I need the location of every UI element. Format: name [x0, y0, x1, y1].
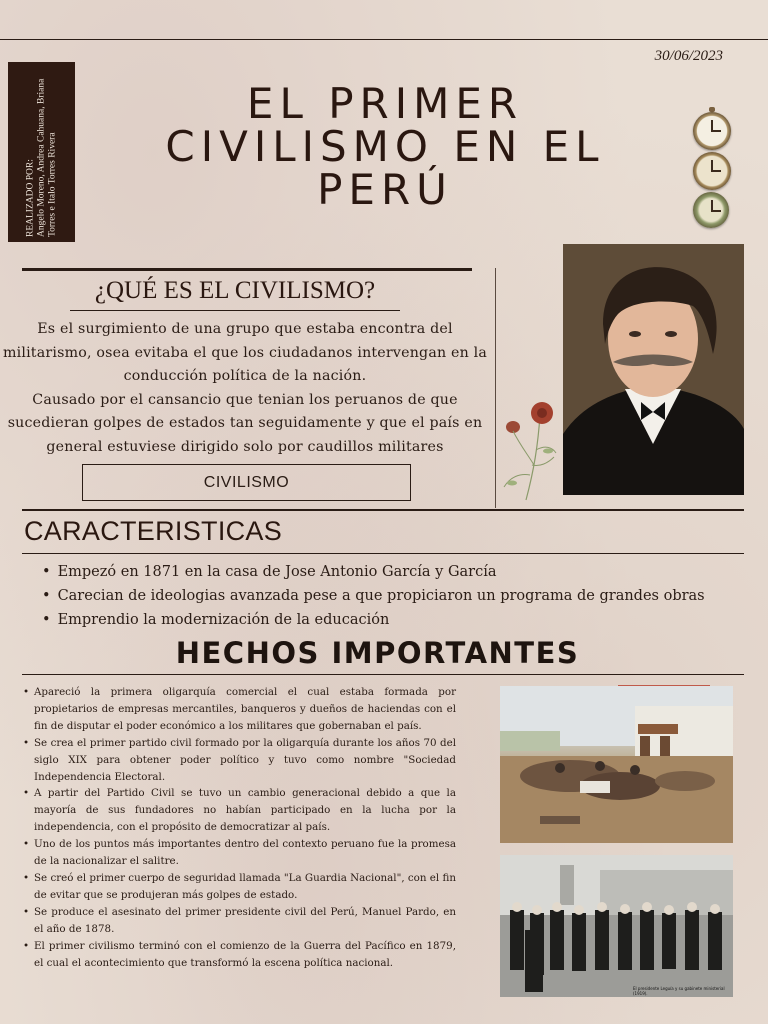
author-credits-names: Angelo Moreno, Andrea Cahuana, Briana Torres e Italo Torres Rivera [36, 78, 57, 237]
author-credits [25, 67, 58, 237]
list-item: • Carecian de ideologias avanzada pese a que propiciaron un programa de grandes obras [42, 584, 705, 608]
portrait-image [563, 244, 744, 495]
government-photo-image [500, 855, 733, 997]
section-heading-what: ¿QUÉ ES EL CIVILISMO? [94, 277, 376, 304]
list-item: • Empezó en 1871 en la casa de Jose Antonio García y García [42, 560, 705, 584]
document-date: 30/06/2023 [654, 48, 723, 64]
list-item: • Uno de los puntos más importantes dentro del contexto peruano fue la promesa de la nacionalizar el salitre. [23, 836, 456, 870]
list-item: • El primer civilismo terminó con el comienzo de la Guerra del Pacífico en 1879, el cual el acontecimiento que transformó la escena política nacional. [23, 938, 456, 972]
page-title-line-3: PERÚ [317, 165, 453, 214]
section-rule [22, 509, 744, 511]
civilismo-label-box: CIVILISMO [82, 464, 411, 501]
list-item: • Se crea el primer partido civil formado por la oligarquía durante los años 70 del siglo XIX para obtener poder político y tuvo como nombre "Sociedad Independencia Electoral. [23, 735, 456, 786]
list-item: • Apareció la primera oligarquía comercial el cual estaba formada por propietarios de empresas mercantiles, banqueros y dueños de haciendas con el fin de disputar el poder económico a los militares que gobernaban el país. [23, 684, 456, 735]
events-list [23, 684, 456, 971]
heading-underline [70, 310, 400, 311]
battle-painting-image [500, 686, 733, 843]
top-rule [0, 39, 768, 40]
civilismo-definition [0, 318, 490, 459]
clock-icon [693, 152, 731, 190]
list-item: • Se produce el asesinato del primer presidente civil del Perú, Manuel Pardo, en el año de 1878. [23, 904, 456, 938]
list-item: • Emprendio la modernización de la educación [42, 608, 705, 632]
battle-painting-illustration [500, 686, 733, 843]
section-heading-features: CARACTERISTICAS [24, 516, 283, 546]
section-heading-events: HECHOS IMPORTANTES [175, 636, 580, 670]
section-rule [22, 268, 472, 271]
flower-icon [500, 395, 560, 505]
author-credits-box [8, 62, 75, 242]
features-list [42, 560, 705, 632]
heading-underline [22, 674, 744, 675]
heading-underline [22, 553, 744, 554]
author-credits-label: REALIZADO POR: [25, 159, 35, 237]
page-title [115, 79, 655, 214]
list-item: • A partir del Partido Civil se tuvo un cambio generacional debido a que la mayoría de sus fundadores no habían participado en la lucha por la independencia, con el propósito de democratizar al país. [23, 785, 456, 836]
page-title-line-2: CIVILISMO EN EL [165, 122, 605, 171]
vertical-divider [495, 268, 496, 508]
pocket-watch-icon [693, 192, 729, 228]
definition-paragraph: Es el surgimiento de una grupo que estaba encontra del militarismo, osea evitaba el que los ciudadanos intervengan en la conducción política de la nación. [2, 321, 488, 384]
clock-icon [693, 112, 731, 150]
photo-caption: El presidente Leguía y su gabinete ministerial (1919). [633, 986, 725, 996]
government-photo-illustration [500, 855, 733, 997]
list-item: • Se creó el primer cuerpo de seguridad llamada "La Guardia Nacional", con el fin de evitar que se produjeran más golpes de estado. [23, 870, 456, 904]
cause-paragraph: Causado por el cansancio que tenian los peruanos de que sucedieran golpes de estados tan seguidamente y que el país en general estuviese dirigido solo por caudillos militares [7, 391, 483, 455]
page-title-line-1: EL PRIMER [246, 79, 524, 128]
portrait-illustration [563, 244, 744, 495]
